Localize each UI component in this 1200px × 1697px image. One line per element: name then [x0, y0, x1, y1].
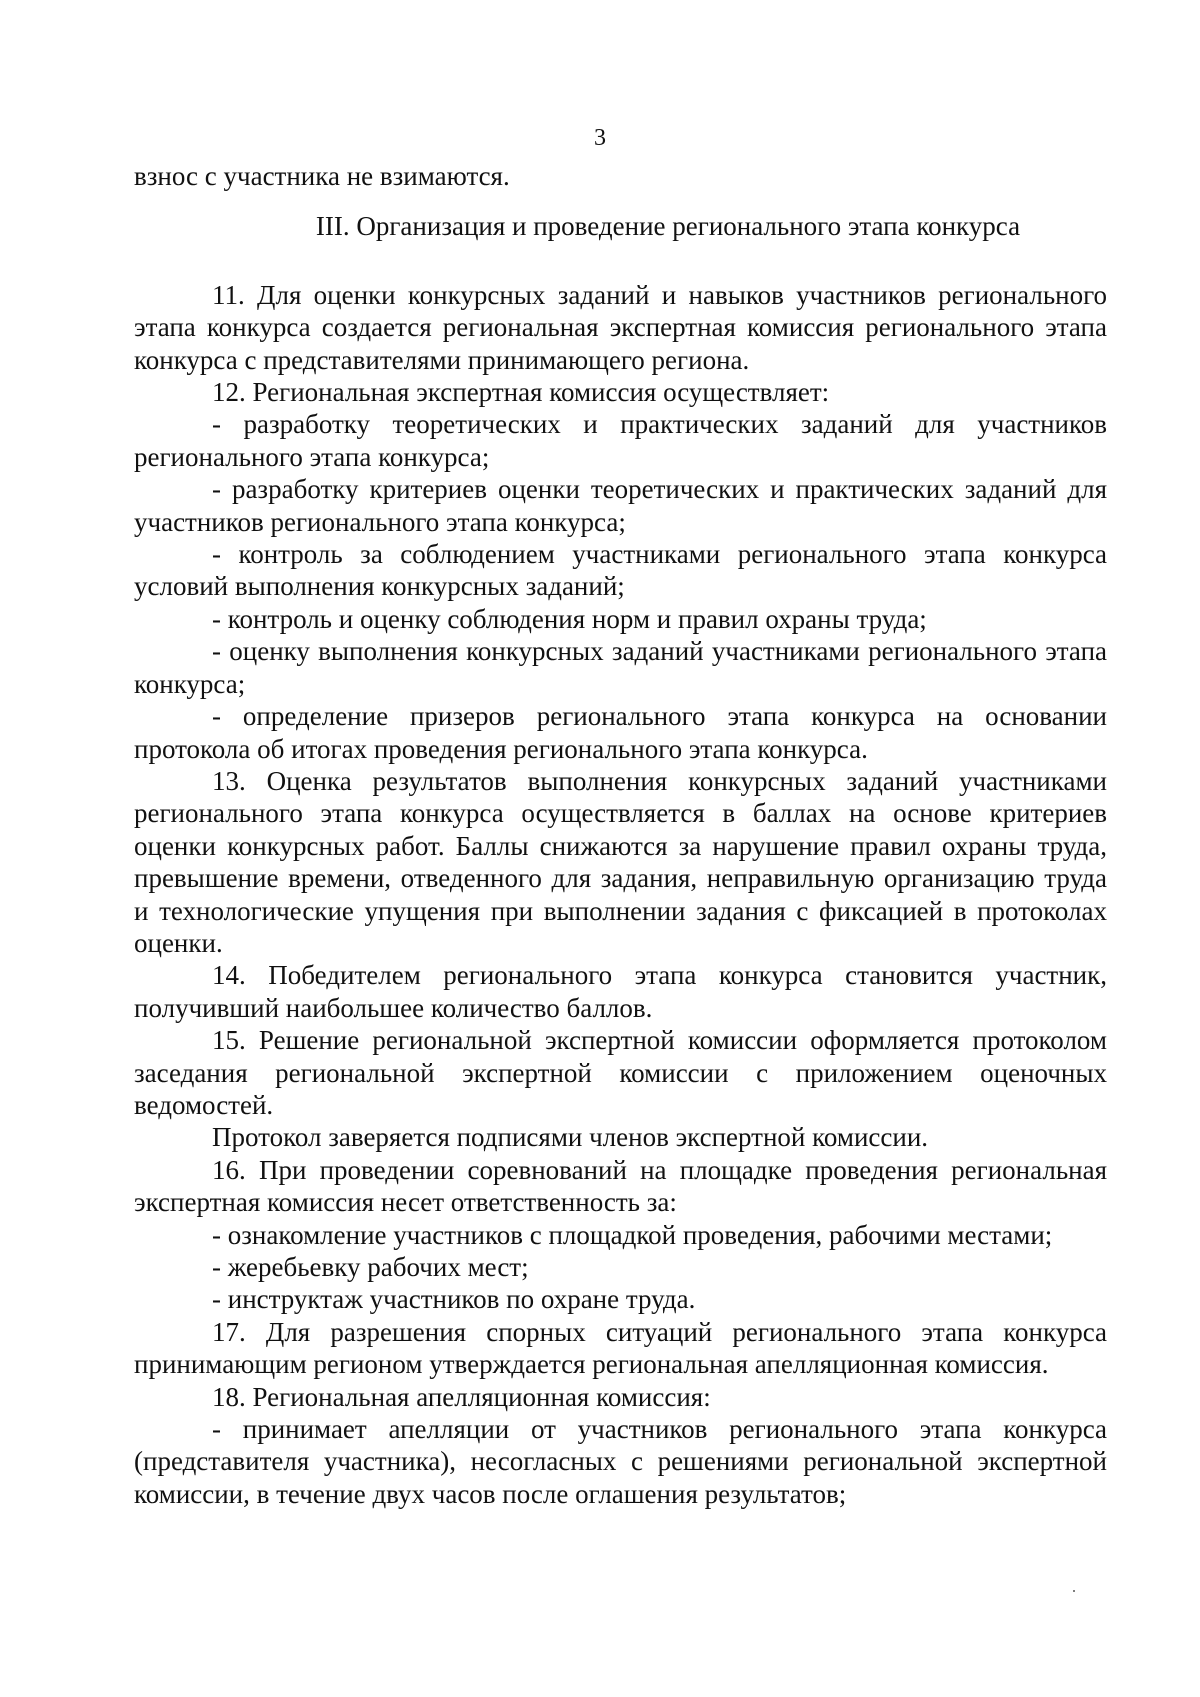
paragraph-14: 14. Победителем регионального этапа конкурса становится участник, получивший наибольшее количество баллов.: [134, 960, 1107, 1023]
paragraph-17: 17. Для разрешения спорных ситуаций регионального этапа конкурса принимающим регионом утверждается региональная апелляционная комиссия.: [134, 1316, 1107, 1380]
document-body: [134, 160, 1107, 1510]
paragraph-15: 15. Решение региональной экспертной комиссии оформляется протоколом заседания региональной экспертной комиссии с приложением оценочных ведомостей.: [134, 1025, 1107, 1120]
list-item: - определение призеров регионального этапа конкурса на основании протокола об итогах проведения регионального этапа конкурса.: [134, 701, 1107, 764]
paragraph-18: 18. Региональная апелляционная комиссия:: [212, 1381, 711, 1412]
list-item: - контроль и оценку соблюдения норм и правил охраны труда;: [212, 603, 927, 634]
list-item: - жеребьевку рабочих мест;: [212, 1252, 529, 1282]
paragraph-13: 13. Оценка результатов выполнения конкурсных заданий участниками регионального этапа конкурса осуществляется в баллах на основе критериев оценки конкурсных работ. Баллы снижаются за нарушение правил охраны труда, превышение времени, отведенного для задания, неправильную организацию труда и технологические упущения при выполнении задания с фиксацией в протоколах оценки.: [134, 765, 1107, 958]
section-heading: III. Организация и проведение регионального этапа конкурса: [315, 211, 1021, 242]
scan-artifact-dot: [1073, 1590, 1075, 1592]
list-item: - ознакомление участников с площадкой проведения, рабочими местами;: [212, 1219, 1053, 1250]
intro-fragment: взнос с участника не взимаются.: [134, 161, 510, 191]
list-item: - инструктаж участников по охране труда.: [212, 1284, 696, 1315]
list-item: - разработку критериев оценки теоретических и практических заданий для участников регионального этапа конкурса;: [134, 474, 1107, 537]
list-item: - контроль за соблюдением участниками регионального этапа конкурса условий выполнения конкурсных заданий;: [134, 539, 1107, 602]
paragraph-16: 16. При проведении соревнований на площадке проведения региональная экспертная комиссия несет ответственность за:: [134, 1154, 1107, 1218]
list-item: - разработку теоретических и практических заданий для участников регионального этапа конкурса;: [134, 409, 1107, 472]
paragraph-12: 12. Региональная экспертная комиссия осуществляет:: [212, 377, 830, 408]
paragraph-protocol: Протокол заверяется подписями членов экспертной комиссии.: [212, 1122, 929, 1153]
page-number: 3: [594, 125, 606, 151]
list-item: - принимает апелляции от участников регионального этапа конкурса (представителя участника), несогласных с решениями региональной экспертной комиссии, в течение двух часов после оглашения результатов;: [134, 1414, 1107, 1509]
paragraph-11: 11. Для оценки конкурсных заданий и навыков участников регионального этапа конкурса создается региональная экспертная комиссия регионального этапа конкурса с представителями принимающего региона.: [134, 279, 1107, 375]
list-item: - оценку выполнения конкурсных заданий участниками регионального этапа конкурса;: [134, 636, 1107, 699]
